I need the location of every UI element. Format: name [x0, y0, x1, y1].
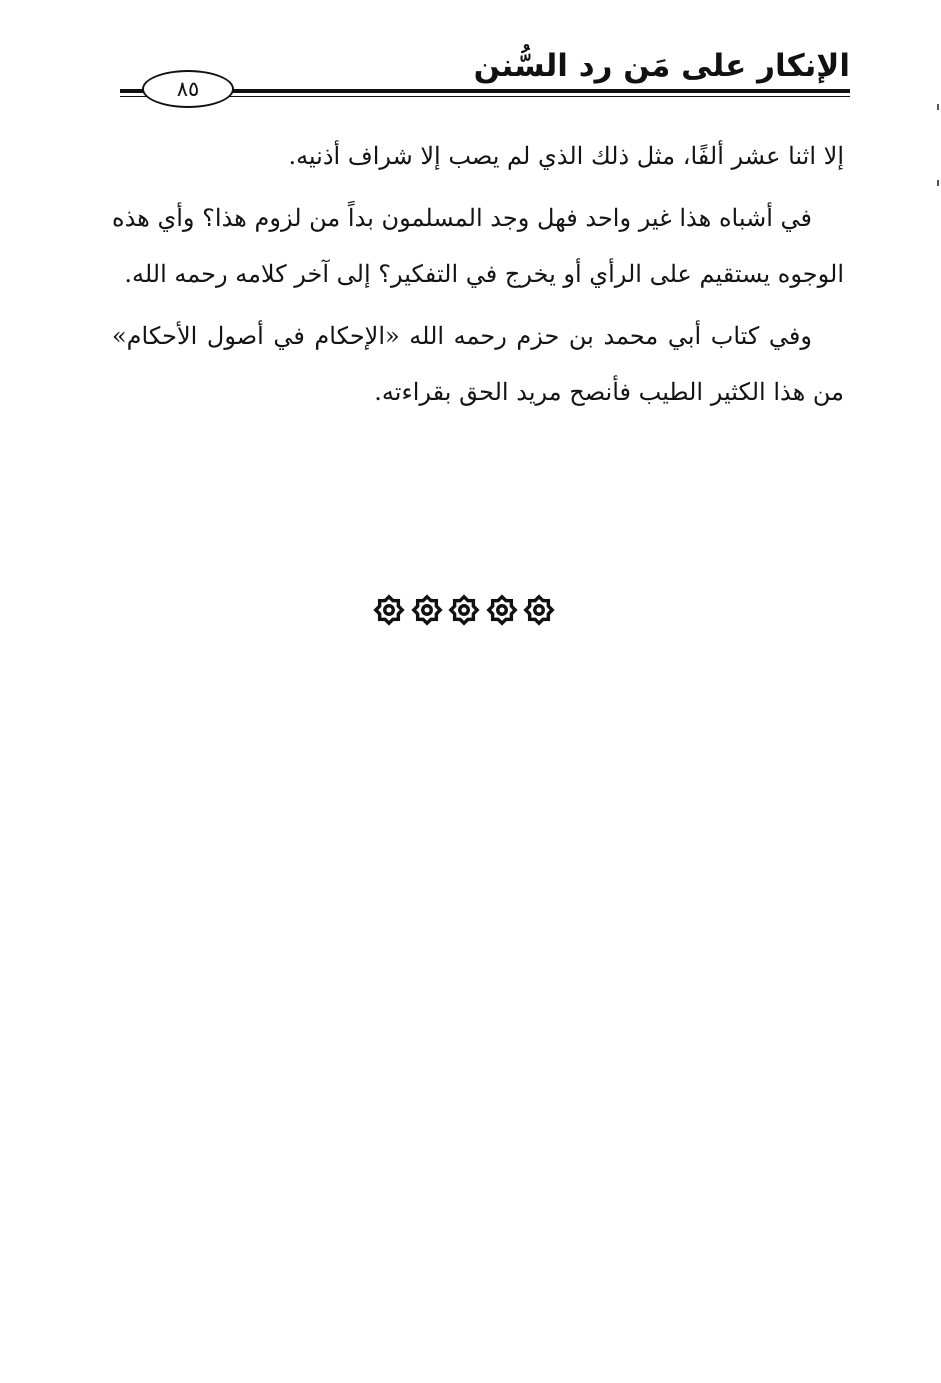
eight-point-star-icon — [522, 593, 556, 627]
eight-point-star-icon — [372, 593, 406, 627]
paragraph-ibn-hazm: وفي كتاب أبي محمد بن حزم رحمه الله «الإحكام في أصول الأحكام» من هذا الكثير الطيب فأنصح مريد الحق بقراءته. — [112, 322, 844, 406]
book-title: الإنكار على مَن رد السُّنن — [473, 48, 850, 84]
eight-point-star-icon — [447, 593, 481, 627]
running-header — [112, 40, 850, 110]
eight-point-star-icon — [410, 593, 444, 627]
scan-edge-mark — [937, 180, 939, 186]
page-number: ٨٥ — [142, 70, 234, 108]
paragraph-continuation: إلا اثنا عشر ألفًا، مثل ذلك الذي لم يصب إلا شراف أذنيه. — [288, 142, 844, 170]
scan-edge-mark — [937, 104, 939, 110]
body-text — [112, 128, 844, 426]
paragraph-quote-end: في أشباه هذا غير واحد فهل وجد المسلمون بداً من لزوم هذا؟ وأي هذه الوجوه يستقيم على الرأي أو يخرج في التفكير؟ إلى آخر كلامه رحمه الله. — [112, 204, 844, 288]
eight-point-star-icon — [485, 593, 519, 627]
section-end-ornament — [372, 590, 556, 630]
